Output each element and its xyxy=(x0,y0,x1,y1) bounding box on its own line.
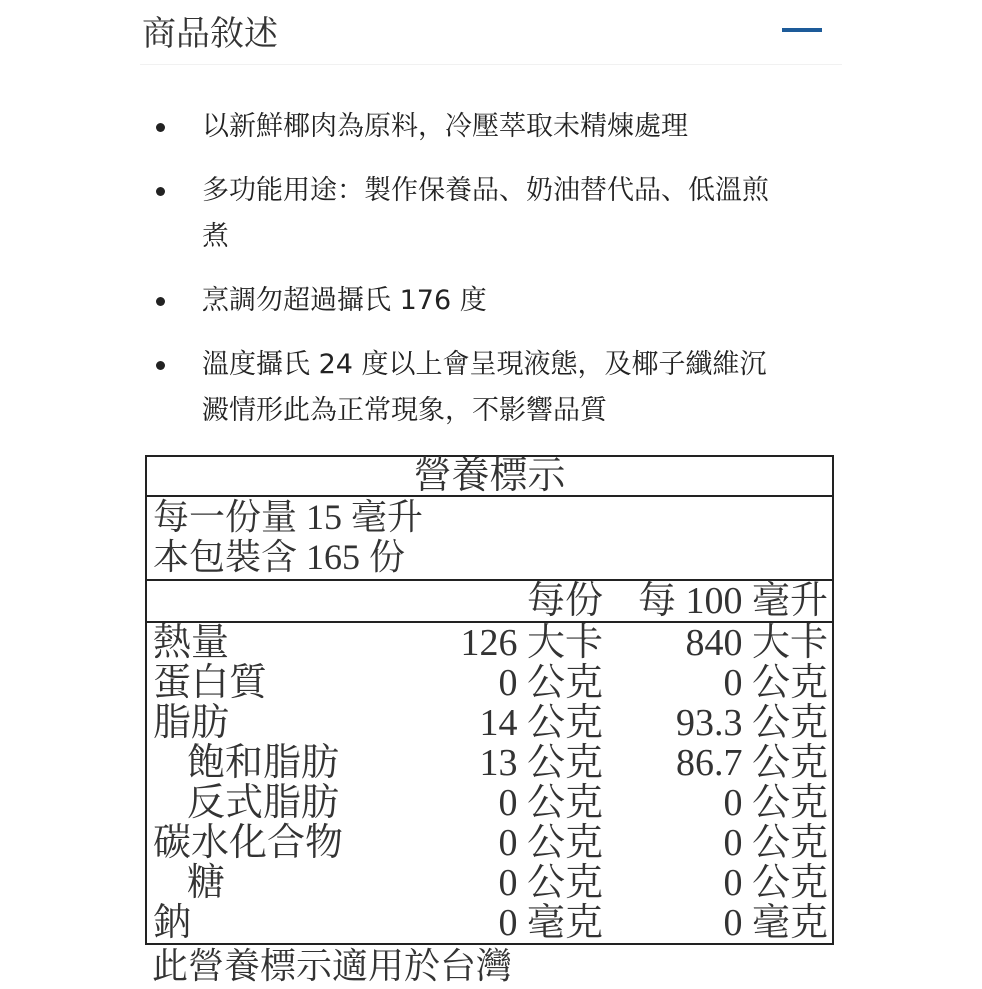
per-100-value: 0 公克 xyxy=(723,662,828,704)
nutrient-name: 鈉 xyxy=(153,902,192,944)
nutrition-row xyxy=(147,663,832,703)
description-list xyxy=(150,104,790,452)
nutrition-row xyxy=(147,863,832,903)
per-100-value: 0 公克 xyxy=(723,822,828,864)
section-title: 商品敘述 xyxy=(142,14,278,54)
per-100-value: 0 毫克 xyxy=(723,902,828,944)
nutrient-name: 熱量 xyxy=(153,622,230,664)
per-serving-value: 0 公克 xyxy=(498,822,603,864)
nutrient-name: 飽和脂肪 xyxy=(187,742,340,784)
per-serving-value: 13 公克 xyxy=(479,742,603,784)
nutrition-footer: 此營養標示適用於台灣 xyxy=(152,946,513,986)
list-item: 以新鮮椰肉為原料，冷壓萃取未精煉處理 xyxy=(150,104,790,150)
per-serving-value: 0 公克 xyxy=(498,782,603,824)
servings-per-package: 本包裝含 165 份 xyxy=(153,537,406,577)
nutrition-title: 營養標示 xyxy=(147,457,832,497)
col-per-serving: 每份 xyxy=(526,580,603,622)
nutrition-label xyxy=(145,455,834,945)
serving-info xyxy=(147,497,832,581)
per-serving-value: 0 公克 xyxy=(498,862,603,904)
per-100-value: 0 公克 xyxy=(723,782,828,824)
per-100-value: 840 大卡 xyxy=(685,622,828,664)
nutrition-row xyxy=(147,823,832,863)
per-100-value: 93.3 公克 xyxy=(675,702,828,744)
nutrient-name: 蛋白質 xyxy=(153,662,268,704)
per-serving-value: 0 毫克 xyxy=(498,902,603,944)
nutrient-name: 脂肪 xyxy=(153,702,230,744)
col-per-100: 每 100 毫升 xyxy=(637,580,828,622)
collapse-minus-icon[interactable] xyxy=(782,28,822,32)
per-100-value: 0 公克 xyxy=(723,862,828,904)
column-header xyxy=(147,581,832,623)
nutrient-name: 碳水化合物 xyxy=(153,822,344,864)
per-100-value: 86.7 公克 xyxy=(675,742,828,784)
nutrition-row xyxy=(147,623,832,663)
list-item: 多功能用途：製作保養品、奶油替代品、低溫煎煮 xyxy=(150,168,790,260)
serving-size: 每一份量 15 毫升 xyxy=(153,497,424,537)
per-serving-value: 0 公克 xyxy=(498,662,603,704)
per-serving-value: 14 公克 xyxy=(479,702,603,744)
nutrient-name: 反式脂肪 xyxy=(187,782,340,824)
nutrient-name: 糖 xyxy=(187,862,226,904)
list-item: 烹調勿超過攝氏 176 度 xyxy=(150,278,790,324)
list-item: 溫度攝氏 24 度以上會呈現液態，及椰子纖維沉澱情形此為正常現象，不影響品質 xyxy=(150,342,790,434)
nutrition-row xyxy=(147,783,832,823)
nutrition-row xyxy=(147,743,832,783)
nutrition-row xyxy=(147,903,832,943)
nutrition-row xyxy=(147,703,832,743)
per-serving-value: 126 大卡 xyxy=(460,622,603,664)
nutrition-rows xyxy=(147,623,832,943)
divider xyxy=(140,64,842,65)
